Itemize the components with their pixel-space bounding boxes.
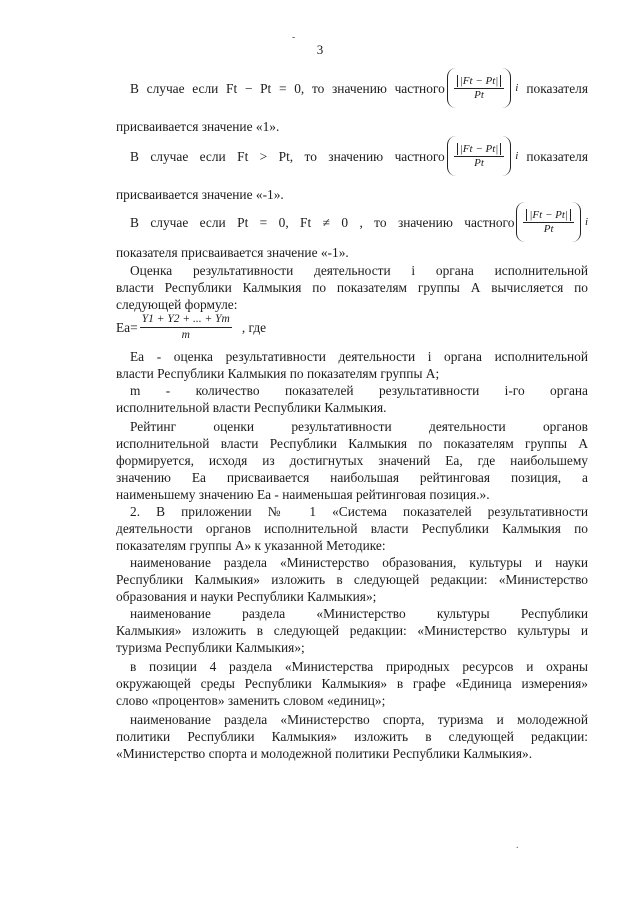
paragraph-line: образования и науки Республики Калмыкия»; <box>116 589 377 604</box>
paragraph-line: туризма Республики Калмыкия»; <box>116 640 305 655</box>
paragraph-line: В случае если Ft > Pt, то значению частного |Ft − Pt| Pt i показателя <box>130 136 588 176</box>
paragraph-line: исполнительной власти Республики Калмыкия по показателям группы А <box>116 436 588 451</box>
paragraph-line: власти Республики Калмыкия по показателям группы А вычисляется по <box>116 280 588 295</box>
paragraph-line: следующей формуле: <box>116 297 238 312</box>
paragraph-line: 2. В приложении № 1 «Система показателей результативности <box>130 504 588 519</box>
paragraph-line: наименование раздела «Министерство образования, культуры и науки <box>130 555 588 570</box>
paragraph-line: в позиции 4 раздела «Министерства природных ресурсов и охраны <box>130 659 588 674</box>
scan-mark: . <box>516 840 519 851</box>
paragraph-line: слово «процентов» заменить словом «единиц»; <box>116 693 386 708</box>
paragraph-line: значению Ea присваивается наибольшая рейтинговая позиция, а <box>116 470 588 485</box>
paragraph-line: формируется, исходя из достигнутых значений Ea, где наибольшему <box>116 453 588 468</box>
paragraph-line: В случае если Ft − Pt = 0, то значению частного |Ft − Pt| Pt i показателя <box>130 68 588 108</box>
scan-mark: - <box>292 32 296 43</box>
paragraph-line: m - количество показателей результативности i-го органа <box>130 383 588 398</box>
paragraph-line: присваивается значение «1». <box>116 119 280 134</box>
paragraph-line: В случае если Pt = 0, Ft ≠ 0 , то значению частного |Ft − Pt| Pt i <box>130 202 588 242</box>
paragraph-line: показателя присваивается значение «-1». <box>116 245 349 260</box>
ea-formula: Ea= $\frac{Y1 + Y2 + ... + Ym}{m}$ , где <box>116 313 267 341</box>
paragraph-line: власти Республики Калмыкия по показателям группы А; <box>116 366 440 381</box>
ratio-fraction: |Ft − Pt| Pt <box>516 202 581 242</box>
ratio-fraction: |Ft − Pt| Pt <box>447 136 512 176</box>
paragraph-line: Оценка результативности деятельности i органа исполнительной <box>130 263 588 278</box>
paragraph-line: Ea - оценка результативности деятельности i органа исполнительной <box>130 349 588 364</box>
paragraph-line: Республики Калмыкия» изложить в следующей редакции: «Министерство <box>116 572 588 587</box>
paragraph-line: политики Республики Калмыкия» изложить в следующей редакции: <box>116 729 588 744</box>
ratio-fraction: |Ft − Pt| Pt <box>447 68 512 108</box>
paragraph-line: Рейтинг оценки результативности деятельности органов <box>130 419 588 434</box>
paragraph-line: «Министерство спорта и молодежной политики Республики Калмыкия». <box>116 746 533 761</box>
paragraph-line: наименование раздела «Министерство спорта, туризма и молодежной <box>130 712 588 727</box>
page-number: 3 <box>316 42 324 57</box>
paragraph-line: исполнительной власти Республики Калмыкия. <box>116 400 387 415</box>
paragraph-line: деятельности органов исполнительной власти Республики Калмыкия по <box>116 521 588 536</box>
paragraph-line: наименование раздела «Министерство культуры Республики <box>130 606 588 621</box>
paragraph-line: Калмыкия» изложить в следующей редакции: «Министерство культуры и <box>116 623 588 638</box>
paragraph-line: присваивается значение «-1». <box>116 187 284 202</box>
paragraph-line: показателям группы А» к указанной Методике: <box>116 538 386 553</box>
paragraph-line: наименьшему значению Ea - наименьшая рейтинговая позиция.». <box>116 487 490 502</box>
paragraph-line: окружающей среды Республики Калмыкия» в графе «Единица измерения» <box>116 676 588 691</box>
